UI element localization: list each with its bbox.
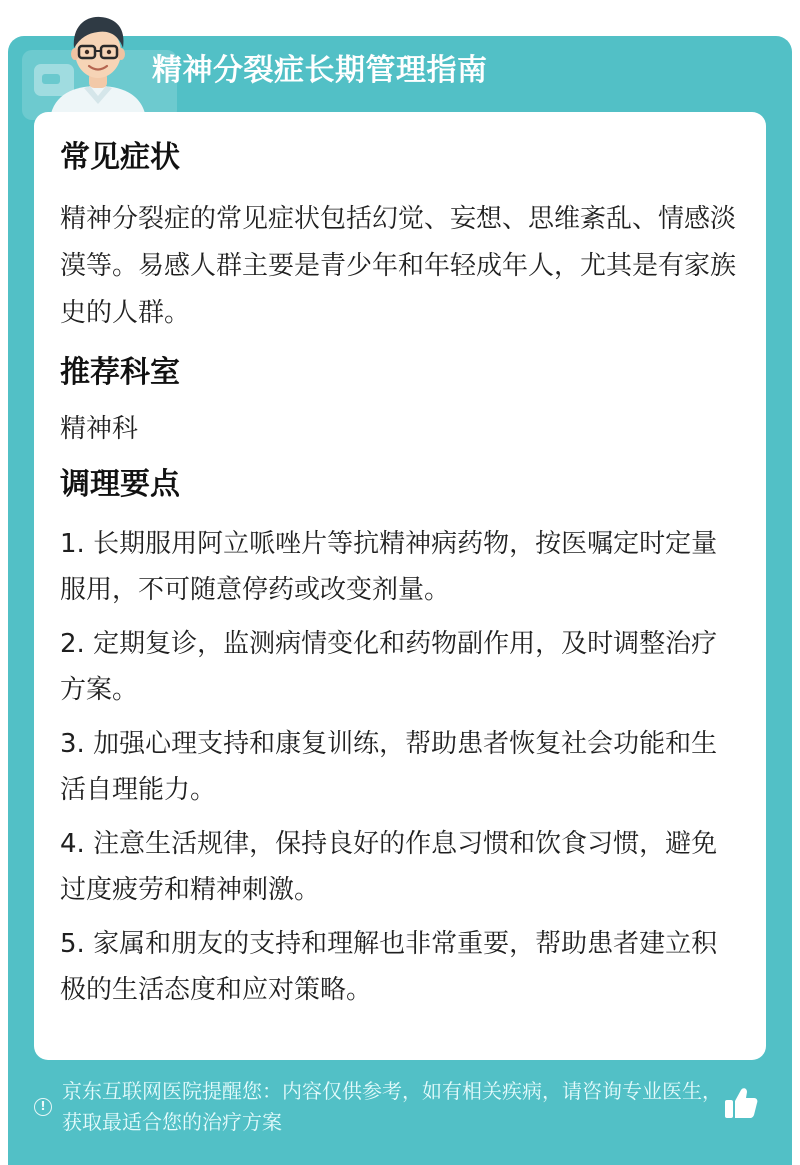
list-item: 4. 注意生活规律，保持良好的作息习惯和饮食习惯，避免过度疲劳和精神刺激。 — [60, 829, 718, 905]
care-list — [60, 521, 740, 1013]
section-title-care: 调理要点 — [60, 467, 180, 502]
doctor-avatar-icon — [44, 8, 152, 118]
info-icon: ! — [34, 1098, 52, 1116]
department-text: 精神科 — [60, 414, 139, 444]
page-title: 精神分裂症长期管理指南 — [152, 53, 488, 88]
list-item: 2. 定期复诊，监测病情变化和药物副作用，及时调整治疗方案。 — [60, 629, 718, 705]
disclaimer-text: 京东互联网医院提醒您：内容仅供参考，如有相关疾病，请咨询专业医生，获取最适合您的治疗方案 — [62, 1079, 722, 1134]
thumbs-up-icon[interactable] — [722, 1084, 760, 1122]
content-card — [34, 112, 766, 1060]
section-title-department: 推荐科室 — [60, 355, 180, 390]
list-item: 3. 加强心理支持和康复训练，帮助患者恢复社会功能和生活自理能力。 — [60, 729, 718, 805]
section-title-symptoms: 常见症状 — [60, 140, 180, 175]
disclaimer — [34, 1076, 724, 1138]
list-item: 5. 家属和朋友的支持和理解也非常重要，帮助患者建立积极的生活态度和应对策略。 — [60, 929, 718, 1005]
list-item: 1. 长期服用阿立哌唑片等抗精神病药物，按医嘱定时定量服用，不可随意停药或改变剂量。 — [60, 529, 718, 605]
symptoms-text: 精神分裂症的常见症状包括幻觉、妄想、思维紊乱、情感淡漠等。易感人群主要是青少年和年轻成年人，尤其是有家族史的人群。 — [60, 204, 737, 328]
